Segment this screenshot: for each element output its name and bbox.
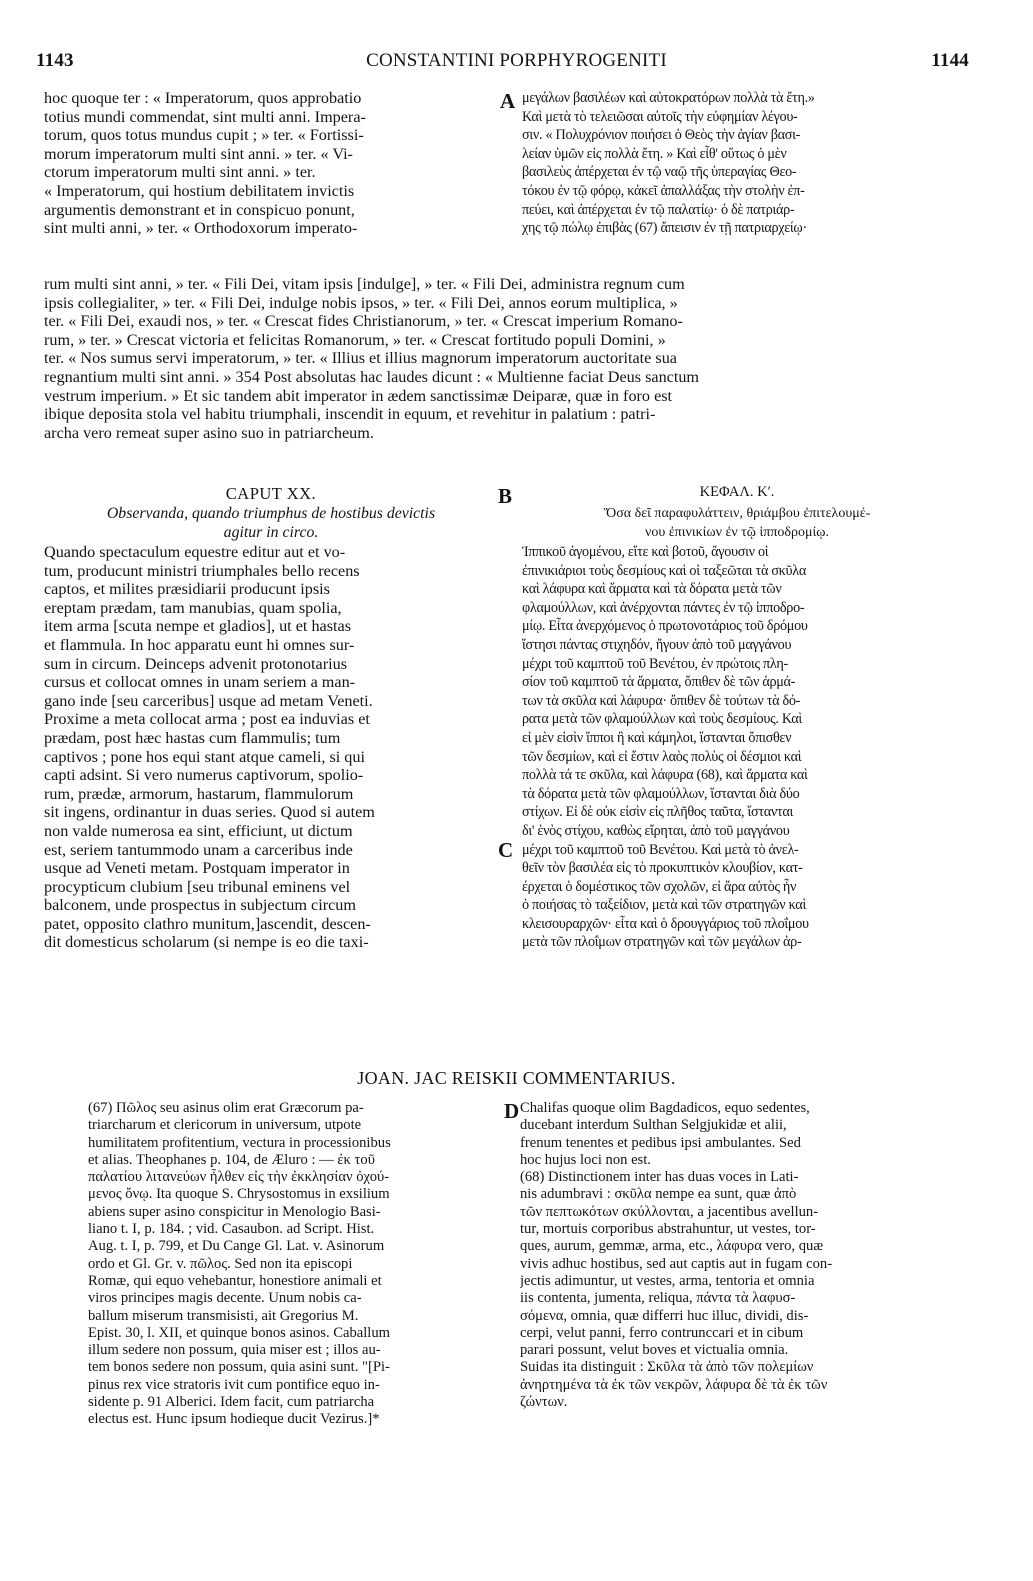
text-line: Καὶ μετὰ τὸ τελειῶσαι αὐτοῖς τὴν εὐφημίαν λέγου- — [522, 108, 798, 125]
note-line: Suidas ita distinguit : Σκῦλα τὰ ἀπὸ τῶν πολεμίων — [520, 1359, 814, 1376]
text-line: sum in circum. Deinceps advenit protonotarius — [44, 654, 347, 673]
running-title: CONSTANTINI PORPHYROGENITI — [366, 50, 667, 71]
commentary-note-left — [88, 1100, 498, 1429]
note-line: sidente p. 91 Alberici. Idem facit, cum patriarcha — [88, 1394, 375, 1411]
chapter-heading-latin: CAPUT XX. — [225, 484, 317, 503]
text-line: est, seriem tantummodo unam a carceribus inde — [44, 840, 353, 859]
text-line: et flammula. In hoc apparatu eunt hi omnes sur- — [44, 635, 355, 654]
note-line: παλατίου λιτανεύων ἦλθεν εἰς τὴν ἐκκλησίαν ὀχού- — [88, 1169, 390, 1186]
note-line: tem bonos sedere non possum, quia asini sunt. "[Pi- — [88, 1359, 390, 1376]
text-line: ctorum imperatorum multi sint anni. » ter. — [44, 163, 316, 182]
text-line: ibique deposita stola vel habitu triumphali, inscendit in equum, et revehitur in palatium : patri- — [44, 405, 656, 424]
note-line: μενος ὄνῳ. Ita quoque S. Chrysostomus in exsilium — [88, 1186, 390, 1203]
note-line: iis contenta, jumenta, reliqua, πάντα τὰ λαφυσ- — [520, 1290, 796, 1307]
text-line: ρατα μετὰ τῶν φλαμούλλων καὶ τοὺς δεσμίους. Καὶ — [522, 711, 802, 728]
note-line: (67) Πῶλος seu asinus olim erat Græcorum pa- — [88, 1100, 364, 1116]
note-line: hoc hujus loci non est. — [520, 1151, 651, 1168]
commentary-note-right — [520, 1100, 950, 1411]
text-line: procypticum clubium [seu tribunal eminens vel — [44, 877, 351, 896]
text-line: argumentis demonstrant et in conspicuo ponunt, — [44, 200, 355, 219]
note-line: pinus rex vice stratoris ivit cum pontifice equo in- — [88, 1376, 380, 1393]
commentary-title: JOAN. JAC REISKII COMMENTARIUS. — [357, 1068, 676, 1088]
note-line: triarcharum et clericorum in universum, utpote — [88, 1117, 362, 1134]
page-number-left: 1143 — [36, 50, 74, 71]
text-line: χης τῷ πώλῳ ἐπιβὰς (67) ἄπεισιν ἐν τῇ πατριαρχείῳ· — [522, 220, 807, 237]
note-line: parari possunt, velut boves et victualia omnia. — [520, 1342, 789, 1359]
note-line: frenum tenentes et pedibus ipsi ambulantes. Sed — [520, 1134, 801, 1151]
note-line: tur, mortuis corporibus abstrahuntur, ut vestes, tor- — [520, 1221, 816, 1238]
chapter-subtitle-greek — [522, 505, 952, 542]
text-line: totius mundi commendat, sint multi anni. Impera- — [44, 107, 366, 126]
text-line: ἵστησι πάντας στιχηδόν, ἤγουν ἀπὸ τοῦ μαγγάνου — [522, 636, 792, 653]
greek-column-body — [522, 543, 952, 952]
note-line: humilitatem profitentium, vectura in processionibus — [88, 1134, 391, 1151]
full-width-paragraph — [44, 275, 944, 442]
text-line: δι' ἑνὸς στίχου, καθὼς εἴρηται, ἀπὸ τοῦ μαγγάνου — [522, 822, 790, 839]
text-line: φλαμούλλων, καὶ ἀνέρχονται πάντες ἐν τῷ ἱπποδρο- — [522, 599, 805, 616]
text-line: torum, quos totus mundus cupit ; » ter. « Fortissi- — [44, 126, 364, 145]
note-line: vivis adhuc hostibus, sed aut captis aut in fugam con- — [520, 1255, 833, 1272]
text-line: μέχρι τοῦ καμπτοῦ τοῦ Βενέτου. Καὶ μετὰ τὸ ἀνελ- — [522, 841, 799, 858]
latin-column-body — [44, 543, 498, 952]
text-line: rum multi sint anni, » ter. « Fili Dei, vitam ipsis [indulge], » ter. « Fili Dei, administra regnum cum — [44, 275, 685, 293]
subtitle-line: νου ἐπινικίων ἐν τῷ ἱπποδρομίῳ. — [645, 524, 829, 540]
note-line: abiens super asino conspicitur in Menologio Basi- — [88, 1203, 381, 1220]
note-line: ζώντων. — [520, 1394, 568, 1411]
text-line: Ἱππικοῦ ἀγομένου, εἴτε καὶ βοτοῦ, ἄγουσιν οἱ — [522, 544, 769, 560]
note-line: Epist. 30, l. XII, et quinque bonos asinos. Caballum — [88, 1324, 390, 1341]
text-line: των τὰ σκῦλα καὶ λάφυρα· ὄπιθεν δὲ τούτων τὰ δό- — [522, 692, 801, 709]
note-line: τῶν πεπτωκότων σκύλλονται, a jacentibus avellun- — [520, 1203, 819, 1220]
note-line: electus est. Hunc ipsum hodieque ducit Vezirus.]* — [88, 1411, 380, 1428]
text-line: βασιλεὺς ἀπέρχεται ἐν τῷ ναῷ τῆς ὑπεραγίας Θεο- — [522, 164, 797, 181]
text-line: gano inde [seu carceribus] usque ad metam Veneti. — [44, 691, 373, 710]
note-line: cerpi, velut panni, ferro contrunccari et in cibum — [520, 1324, 804, 1341]
text-line: μεγάλων βασιλέων καὶ αὐτοκρατόρων πολλὰ τὰ ἔτη.» — [522, 90, 815, 106]
text-line: ipsis collegialiter, » ter. « Fili Dei, indulge nobis ipsos, » ter. « Fili Dei, annos eorum multiplica, » — [44, 293, 678, 312]
subtitle-line: agitur in circo. — [223, 523, 319, 541]
text-line: καὶ λάφυρα καὶ ἅρματα καὶ τὰ δόρατα μετὰ τῶν — [522, 581, 782, 598]
text-line: σιν. « Πολυχρόνιον ποιήσει ὁ Θεὸς τὴν ἁγίαν βασι- — [522, 127, 801, 144]
latin-column-top — [44, 89, 498, 238]
text-line: morum imperatorum multi sint anni. » ter. « Vi- — [44, 144, 353, 163]
text-line: εἰ μὲν εἰσὶν ἵπποι ἢ καὶ κάμηλοι, ἵστανται ὄπισθεν — [522, 729, 792, 746]
text-line: tum, producunt ministri triumphales bello recens — [44, 561, 360, 580]
note-line: jectis adimuntur, ut vestes, arma, tentoria et omnia — [520, 1272, 815, 1289]
text-line: τὰ δόρατα μετὰ τῶν φλαμούλλων, ἵστανται διὰ δύο — [522, 785, 800, 802]
text-line: ter. « Nos sumus servi imperatorum, » ter. « Illius et illius magnorum imperatorum auctoritate sua — [44, 349, 677, 368]
text-line: κλεισουραρχῶν· εἶτα καὶ ὁ δρουγγάριος τοῦ πλοΐμου — [522, 915, 809, 932]
margin-letter-b: B — [498, 484, 513, 508]
text-line: « Imperatorum, qui hostium debilitatem invictis — [44, 181, 355, 200]
text-line: item arma [scuta nempe et gladios], ut et hastas — [44, 617, 352, 636]
text-line: patet, opposito clathro munitum,]ascendit, descen- — [44, 914, 371, 933]
text-line: non valde numerosa ea sint, efficiunt, ut dictum — [44, 821, 353, 840]
text-line: μέχρι τοῦ καμπτοῦ τοῦ Βενέτου, ἐν πρώτοις πλη- — [522, 655, 788, 672]
text-line: ἐπινικιάριοι τοὺς δεσμίους καὶ οἱ ταξεῶται τὰ σκῦλα — [522, 562, 806, 579]
text-line: usque ad Veneti metam. Postquam imperator in — [44, 859, 350, 878]
text-line: prædam, post hæc hastas cum flammulis; tum — [44, 728, 341, 747]
text-line: στίχων. Εἰ δὲ οὐκ εἰσὶν εἰς πλῆθος ταῦτα, ἵστανται — [522, 804, 794, 821]
margin-letter-d: D — [504, 1099, 520, 1123]
chapter-subtitle-latin — [44, 505, 498, 542]
text-line: archa vero remeat super asino suo in patriarcheum. — [44, 423, 374, 442]
text-line: τόκου ἐν τῷ φόρῳ, κἀκεῖ ἀπαλλάξας τὴν στολὴν ἐπ- — [522, 182, 805, 199]
text-line: regnantium multi sint anni. » 354 Post absolutas hac laudes dicunt : « Multienne faciat Deus sanctum — [44, 367, 700, 386]
text-line: balconem, unde prospectus in subjectum circum — [44, 896, 356, 915]
subtitle-line: Ὅσα δεῖ παραφυλάττειν, θριάμβου ἐπιτελουμέ- — [603, 506, 871, 521]
text-line: σίον τοῦ καμπτοῦ τὰ ἅρματα, ὄπιθεν δὲ τῶν ἁρμά- — [522, 674, 796, 691]
margin-letter-c: C — [498, 838, 514, 862]
text-line: sint multi anni, » ter. « Orthodoxorum imperato- — [44, 219, 358, 238]
page-number-right: 1144 — [931, 50, 969, 71]
text-line: captivos ; pone hos equi stant atque cameli, si qui — [44, 747, 365, 766]
note-line: ballum miserum transmisisti, ait Gregorius M. — [88, 1307, 359, 1324]
note-line: viros principes magis decente. Unum nobis ca- — [88, 1290, 362, 1307]
text-line: vestrum imperium. » Et sic tandem abit imperator in ædem sanctissimæ Deiparæ, quæ in foro est — [44, 386, 673, 405]
text-line: πολλὰ τά τε σκῦλα, καὶ λάφυρα (68), καὶ ἅρματα καὶ — [522, 767, 808, 784]
margin-letter-a: A — [500, 89, 516, 113]
text-line: Quando spectaculum equestre editur aut et vo- — [44, 543, 346, 561]
text-line: hoc quoque ter : « Imperatorum, quos approbatio — [44, 89, 362, 107]
note-line: Chalifas quoque olim Bagdadicos, equo sedentes, — [520, 1100, 810, 1116]
note-line: Aug. t. I, p. 799, et Du Cange Gl. Lat. v. Asinorum — [88, 1238, 385, 1255]
text-line: μετὰ τῶν πλοΐμων στρατηγῶν καὶ τῶν μεγάλων ἀρ- — [522, 934, 802, 951]
text-line: dit domesticus scholarum (si nempe is eo die taxi- — [44, 933, 369, 952]
text-line: ter. « Fili Dei, exaudi nos, » ter. « Crescat fides Christianorum, » ter. « Crescat imperium Romano- — [44, 312, 683, 331]
note-line: (68) Distinctionem inter has duas voces in Lati- — [520, 1169, 799, 1186]
note-line: Romæ, qui equo vehebantur, honestiore animali et — [88, 1272, 382, 1289]
note-line: illum sedere non possum, quia miser est ; illos au- — [88, 1342, 381, 1359]
note-line: ordo et Gl. Gr. v. πῶλος. Sed non ita episcopi — [88, 1255, 353, 1272]
note-line: ἀνηρτημένα τὰ ἐκ τῶν νεκρῶν, λάφυρα δὲ τὰ ἐκ τῶν — [520, 1376, 828, 1393]
text-line: θεῖν τὸν βασιλέα εἰς τὸ προκυπτικὸν κλουβίον, κατ- — [522, 860, 803, 877]
chapter-heading-greek: ΚΕΦΑΛ. Κʹ. — [699, 484, 775, 500]
note-line: et alias. Theophanes p. 104, de Æluro : — ἐκ τοῦ — [88, 1151, 375, 1168]
text-line: sit ingens, ordinantur in duas series. Quod si autem — [44, 803, 375, 822]
note-line: σόμενα, omnia, quæ differri huc illuc, dividi, dis- — [520, 1307, 809, 1324]
note-line: ques, aurum, gemmæ, arma, etc., λάφυρα vero, quæ — [520, 1238, 824, 1255]
text-line: cursus et collocat omnes in unam seriem a man- — [44, 673, 356, 692]
text-line: captos, et milites præsidiarii producunt ipsis — [44, 580, 330, 599]
text-line: πεύει, καὶ ἀπέρχεται ἐν τῷ παλατίῳ· ὁ δὲ πατριάρ- — [522, 201, 795, 218]
text-line: ereptam prædam, tam manubias, quam spolia, — [44, 598, 342, 617]
greek-column-top — [522, 89, 952, 238]
subtitle-line: Observanda, quando triumphus de hostibus devictis — [106, 505, 436, 522]
note-line: liano t. I, p. 184. ; vid. Casaubon. ad Script. Hist. — [88, 1221, 375, 1238]
text-line: rum, » ter. » Crescat victoria et felicitas Romanorum, » ter. « Crescat fortitudo populi Domini, » — [44, 330, 666, 349]
note-line: nis adumbravi : σκῦλα nempe ea sunt, quæ ἀπὸ — [520, 1186, 797, 1203]
text-line: rum, prædæ, armorum, hastarum, flammulorum — [44, 784, 354, 803]
text-line: τῶν δεσμίων, καὶ εἰ ἔστιν λαὸς πολὺς οἱ δέσμιοι καὶ — [522, 748, 802, 765]
text-line: μίῳ. Εἶτα ἀνερχόμενος ὁ πρωτονοτάριος τοῦ δρόμου — [522, 618, 808, 635]
text-line: ὁ ποιήσας τὸ ταξείδιον, μετὰ καὶ τῶν στρατηγῶν καὶ — [522, 897, 806, 914]
note-line: ducebant interdum Sulthan Selgjukidæ et alii, — [520, 1117, 787, 1134]
text-line: έρχεται ὁ δομέστικος τῶν σχολῶν, εἰ ἄρα αὐτὸς ἦν — [522, 878, 797, 895]
text-line: capti adsint. Si vero numerus captivorum, spolio- — [44, 766, 364, 785]
text-line: λείαν ὑμῶν εἰς πολλὰ ἔτη. » Καὶ εἶθ' οὕτως ὁ μὲν — [522, 145, 787, 162]
text-line: Proxime a meta collocat arma ; post ea induvias et — [44, 710, 370, 729]
